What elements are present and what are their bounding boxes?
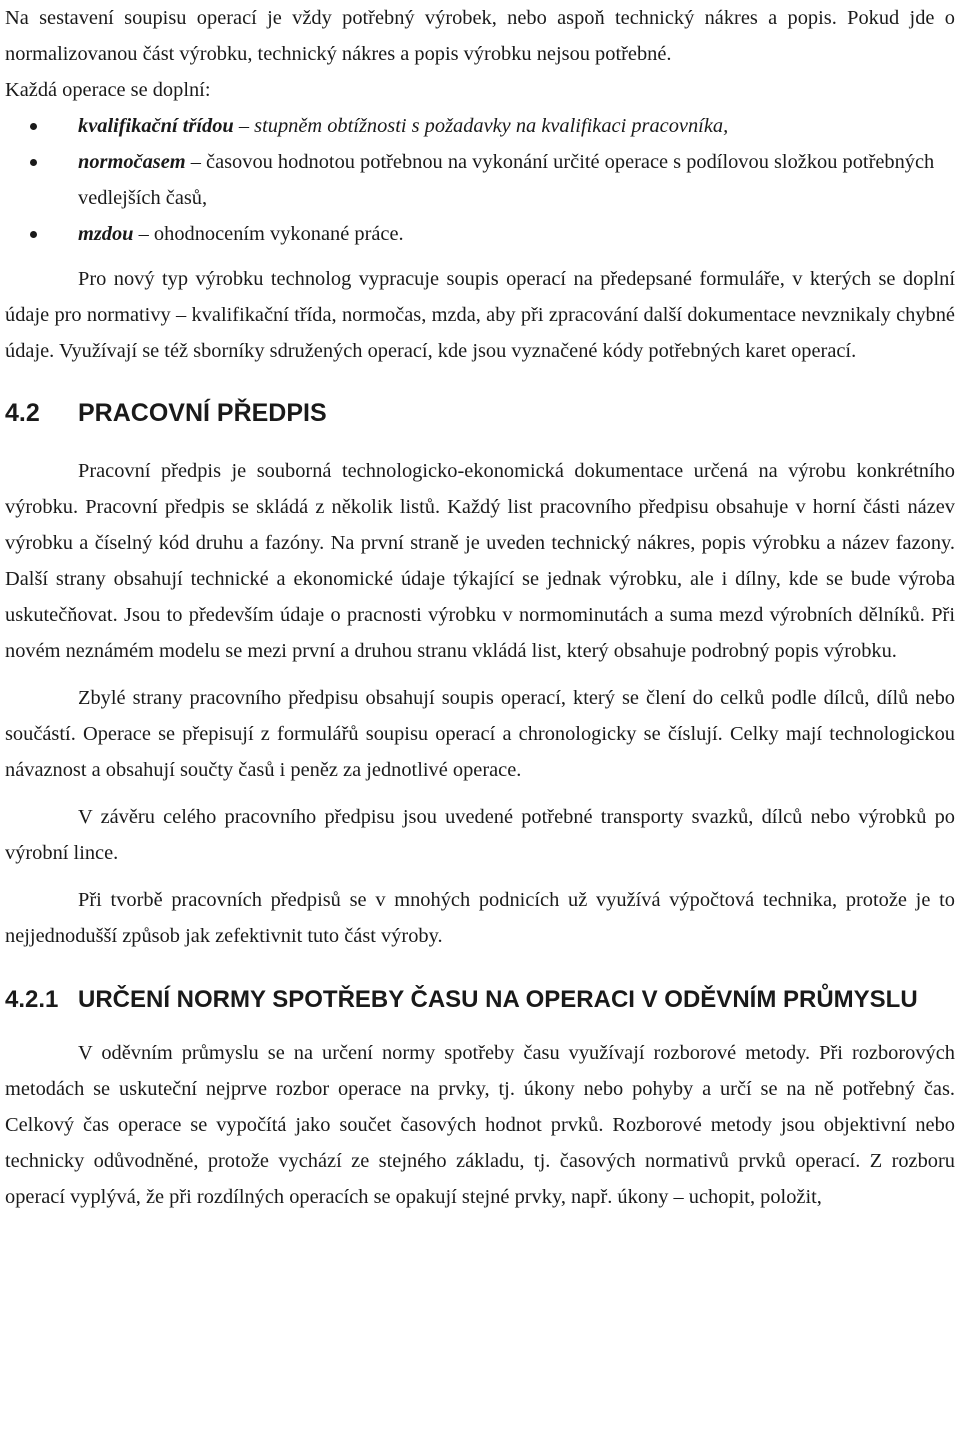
list-item-term: kvalifikační třídou <box>78 115 234 137</box>
body-paragraph: Zbylé strany pracovního předpisu obsahují soupis operací, který se člení do celků podle dílců, dílů nebo součástí. Operace se přepisují z formulářů soupisu operací a chronologicky se číslují. Celky mají technologickou návaznost a obsahují součty časů i peněz za jednotlivé operace. <box>5 687 955 781</box>
subsection-title: URČENÍ NORMY SPOTŘEBY ČASU NA OPERACI V ODĚVNÍM PRŮMYSLU <box>78 986 918 1013</box>
body-paragraph: Pro nový typ výrobku technolog vypracuje soupis operací na předepsané formuláře, v kterých se doplní údaje pro normativy – kvalifikační třída, normočas, mzda, aby při zpracování další dokumentace nevznikaly chybné údaje. Využívají se též sborníky sdružených operací, kde jsou vyznačené kódy potřebných karet operací. <box>5 268 955 362</box>
bullet-icon <box>30 231 37 238</box>
list-item <box>5 144 955 216</box>
list-item <box>5 108 955 144</box>
section-heading <box>5 397 955 429</box>
bullet-icon <box>30 123 37 130</box>
body-paragraph: Pracovní předpis je souborná technologicko-ekonomická dokumentace určená na výrobu konkrétního výrobku. Pracovní předpis se skládá z několik listů. Každý list pracovního předpisu obsahuje v horní části název výrobku a číselný kód druhu a fazóny. Na první straně je uveden technický nákres, popis výrobku a název fazony. Další strany obsahují technické a ekonomické údaje týkající se jednak výrobku, ale i dílny, kde se bude výroba uskutečňovat. Jsou to především údaje o pracnosti výrobku v normominutách a suma mezd výrobních dělníků. Při novém neznámém modelu se mezi první a druhou stranu vkládá list, který obsahuje podrobný popis výrobku. <box>5 460 955 662</box>
subsection-heading <box>5 984 955 1015</box>
list-item-description: – časovou hodnotou potřebnou na vykonání určité operace s podílovou složkou potřebných vedlejších časů, <box>78 151 935 209</box>
section-number: 4.2 <box>5 399 40 427</box>
body-paragraph: V závěru celého pracovního předpisu jsou uvedené potřebné transporty svazků, dílců nebo výrobků po výrobní lince. <box>5 806 955 864</box>
list-item-description: – ohodnocením vykonané práce. <box>133 223 404 245</box>
bullet-icon <box>30 159 37 166</box>
section-title: PRACOVNÍ PŘEDPIS <box>78 399 327 427</box>
subsection-number: 4.2.1 <box>5 986 59 1013</box>
body-paragraph: Při tvorbě pracovních předpisů se v mnohých podnicích už využívá výpočtová technika, protože je to nejjednodušší způsob jak zefektivnit tuto část výroby. <box>5 889 955 947</box>
list-item <box>5 216 955 252</box>
intro-paragraph: Na sestavení soupisu operací je vždy potřebný výrobek, nebo aspoň technický nákres a popis. Pokud jde o normalizovanou část výrobku, technický nákres a popis výrobku nejsou potřebné. <box>5 7 955 65</box>
document-page <box>5 0 955 1215</box>
body-paragraph: V oděvním průmyslu se na určení normy spotřeby času využívají rozborové metody. Při rozborových metodách se uskuteční nejprve rozbor operace na prvky, tj. úkony nebo pohyby a určí se na ně potřebný čas. Celkový čas operace se vypočítá jako součet časových hodnot prvků. Rozborové metody jsou objektivní nebo technicky odůvodněné, protože vychází ze stejného základu, tj. časových normativů prvků operací. Z rozboru operací vyplývá, že při rozdílných operacích se opakují stejné prvky, např. úkony – uchopit, položit, <box>5 1042 955 1208</box>
intro-list-lead: Každá operace se doplní: <box>5 79 211 101</box>
operation-attributes-list <box>5 108 955 252</box>
list-item-description: – stupněm obtížnosti s požadavky na kvalifikaci pracovníka, <box>233 115 729 137</box>
list-item-term: mzdou <box>78 223 134 245</box>
list-item-term: normočasem <box>78 151 186 173</box>
